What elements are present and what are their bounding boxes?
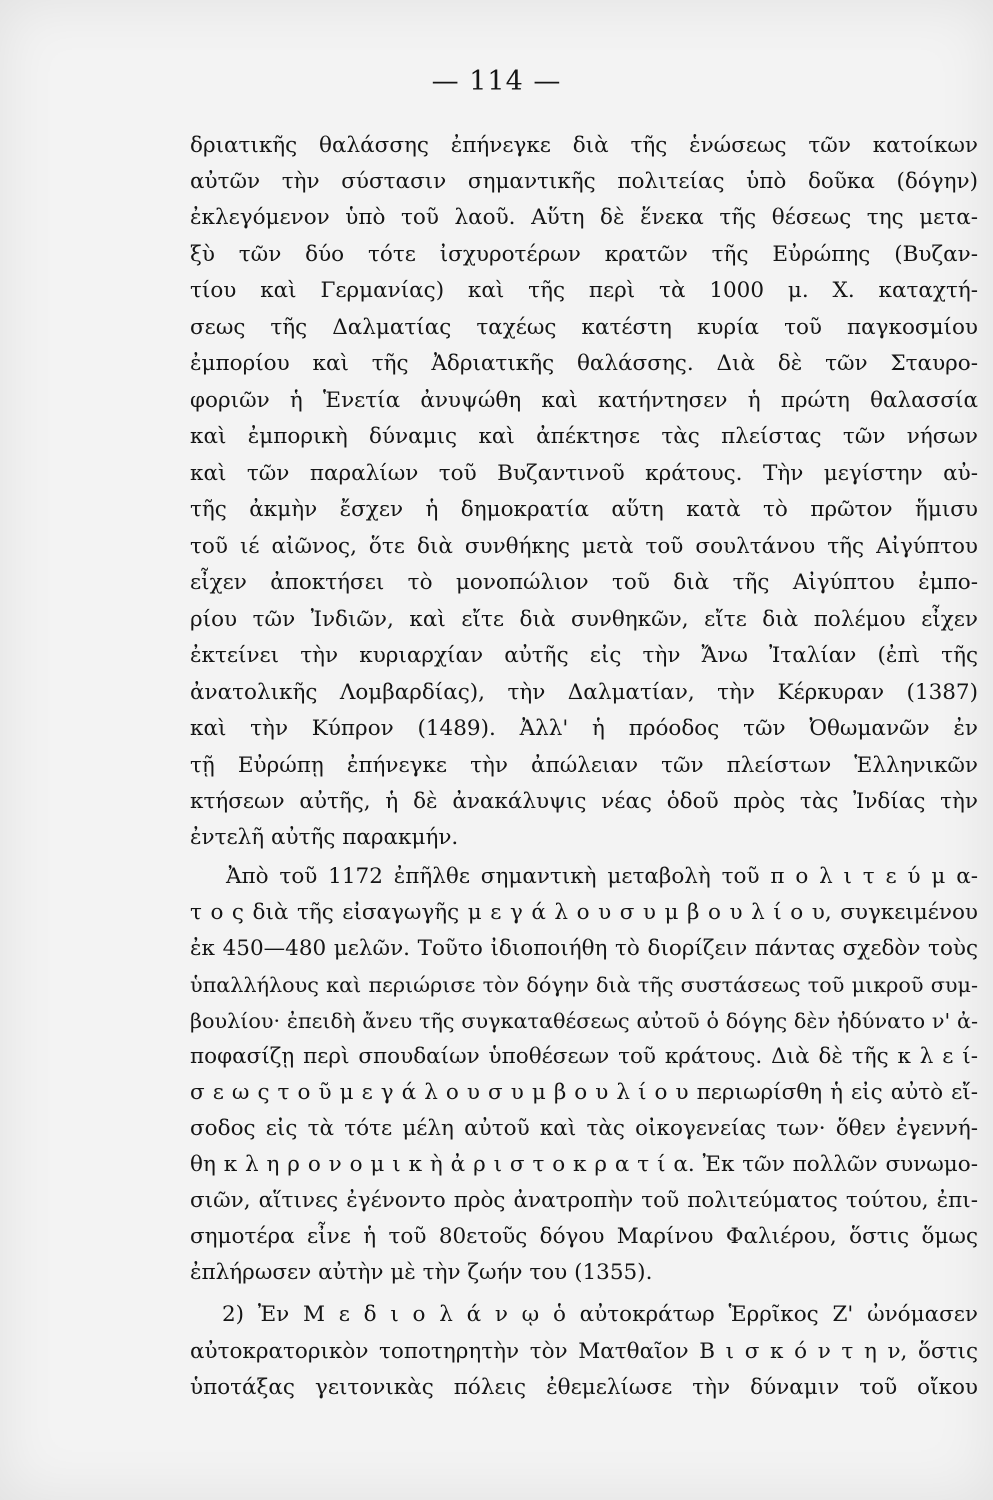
text-line: ἐπλήρωσεν αὐτὴν μὲ τὴν ζωήν του (1355). bbox=[190, 1260, 653, 1285]
text-line: φοριῶν ἡ Ἑνετία ἀνυψώθη καὶ κατήντησεν ἡ πρώτη θαλασσία bbox=[190, 388, 978, 413]
text-line: ἀνατολικῆς Λομβαρδίας), τὴν Δαλματίαν, τὴν Κέρκυραν (1387) bbox=[190, 680, 978, 705]
text-line: καὶ τῶν παραλίων τοῦ Βυζαντινοῦ κράτους. Τὴν μεγίστην αὐ- bbox=[190, 461, 978, 486]
text-line: 2) Ἐν Μ ε δ ι ο λ ά ν ῳ ὁ αὐτοκράτωρ Ἑρρῖκος Ζ' ὠνόμασεν bbox=[222, 1302, 978, 1327]
text-line: καὶ ἐμπορικὴ δύναμις καὶ ἀπέκτησε τὰς πλείστας τῶν νήσων bbox=[190, 424, 978, 449]
text-line: ὑπαλλήλους καὶ περιώρισε τὸν δόγην διὰ τῆς συστάσεως τοῦ μικροῦ συμ- bbox=[190, 973, 978, 997]
text-line: ρίου τῶν Ἰνδιῶν, καὶ εἴτε διὰ συνθηκῶν, εἴτε διὰ πολέμου εἶχεν bbox=[190, 607, 978, 632]
text-line: ποφασίζῃ περὶ σπουδαίων ὑποθέσεων τοῦ κράτους. Διὰ δὲ τῆς κ λ ε ί- bbox=[190, 1044, 978, 1069]
page-number: — 114 — bbox=[431, 66, 562, 97]
text-line: ξὺ τῶν δύο τότε ἰσχυροτέρων κρατῶν τῆς Εὐρώπης (Βυζαν- bbox=[190, 242, 978, 267]
text-line: ἐκλεγόμενον ὑπὸ τοῦ λαοῦ. Αὕτη δὲ ἕνεκα τῆς θέσεως της μετα- bbox=[190, 205, 978, 230]
text-line: σημοτέρα εἶνε ἡ τοῦ 80ετοῦς δόγου Μαρίνου Φαλιέρου, ὅστις ὅμως bbox=[190, 1224, 978, 1249]
text-line: βουλίου· ἐπειδὴ ἄνευ τῆς συγκαταθέσεως αὐτοῦ ὁ δόγης δὲν ἠδύνατο ν' ἀ- bbox=[190, 1009, 978, 1033]
text-line: τῆς ἀκμὴν ἔσχεν ἡ δημοκρατία αὕτη κατὰ τὸ πρῶτον ἥμισυ bbox=[190, 497, 978, 522]
text-line: εἶχεν ἀποκτήσει τὸ μονοπώλιον τοῦ διὰ τῆς Αἰγύπτου ἐμπο- bbox=[190, 570, 978, 595]
text-line: σοδος εἰς τὰ τότε μέλη αὐτοῦ καὶ τὰς οἰκογενείας των· ὅθεν ἐγεννή- bbox=[190, 1116, 978, 1141]
text-line: τῇ Εὐρώπῃ ἐπήνεγκε τὴν ἀπώλειαν τῶν πλείστων Ἑλληνικῶν bbox=[190, 753, 978, 778]
text-line: αὐτῶν τὴν σύστασιν σημαντικῆς πολιτείας ὑπὸ δοῦκα (δόγην) bbox=[190, 169, 978, 194]
text-line: σεως τῆς Δαλματίας ταχέως κατέστη κυρία τοῦ παγκοσμίου bbox=[190, 315, 978, 340]
text-line: Ἀπὸ τοῦ 1172 ἐπῆλθε σημαντικὴ μεταβολὴ τοῦ π ο λ ι τ ε ύ μ α- bbox=[226, 864, 978, 889]
text-line: ἐντελῆ αὐτῆς παρακμήν. bbox=[190, 825, 459, 850]
text-line: αὐτοκρατορικὸν τοποτηρητὴν τὸν Ματθαῖον Β ι σ κ ό ν τ η ν, ὅστις bbox=[190, 1339, 978, 1364]
text-line: τοῦ ιέ αἰῶνος, ὅτε διὰ συνθήκης μετὰ τοῦ σουλτάνου τῆς Αἰγύπτου bbox=[190, 534, 978, 559]
text-line: θη κ λ η ρ ο ν ο μ ι κ ὴ ἀ ρ ι σ τ ο κ ρ α τ ί α. Ἐκ τῶν πολλῶν συνωμο- bbox=[190, 1152, 978, 1177]
text-line: δριατικῆς θαλάσσης ἐπήνεγκε διὰ τῆς ἑνώσεως τῶν κατοίκων bbox=[190, 133, 978, 158]
text-line: τ ο ς διὰ τῆς εἰσαγωγῆς μ ε γ ά λ ο υ σ υ μ β ο υ λ ί ο υ, συγκειμένου bbox=[190, 900, 978, 925]
text-line: ἐκ 450—480 μελῶν. Τοῦτο ἰδιοποιήθη τὸ διορίζειν πάντας σχεδὸν τοὺς bbox=[190, 936, 978, 961]
text-line: τίου καὶ Γερμανίας) καὶ τῆς περὶ τὰ 1000 μ. Χ. καταχτή- bbox=[190, 278, 978, 303]
text-line: ἐμπορίου καὶ τῆς Ἀδριατικῆς θαλάσσης. Διὰ δὲ τῶν Σταυρο- bbox=[190, 351, 978, 376]
text-line: σιῶν, αἵτινες ἐγένοντο πρὸς ἀνατροπὴν τοῦ πολιτεύματος τούτου, ἐπι- bbox=[190, 1188, 978, 1213]
text-line: καὶ τὴν Κύπρον (1489). Ἀλλ' ἡ πρόοδος τῶν Ὀθωμανῶν ἐν bbox=[190, 716, 978, 741]
text-line: ἐκτείνει τὴν κυριαρχίαν αὐτῆς εἰς τὴν Ἄνω Ἰταλίαν (ἐπὶ τῆς bbox=[190, 643, 978, 668]
text-line: σ ε ω ς τ ο ῦ μ ε γ ά λ ο υ σ υ μ β ο υ λ ί ο υ περιωρίσθη ἡ εἰς αὐτὸ εἴ- bbox=[190, 1080, 978, 1105]
text-line: κτήσεων αὐτῆς, ἡ δὲ ἀνακάλυψις νέας ὁδοῦ πρὸς τὰς Ἰνδίας τὴν bbox=[190, 789, 978, 814]
text-line: ὑποτάξας γειτονικὰς πόλεις ἐθεμελίωσε τὴν δύναμιν τοῦ οἴκου bbox=[190, 1375, 978, 1400]
